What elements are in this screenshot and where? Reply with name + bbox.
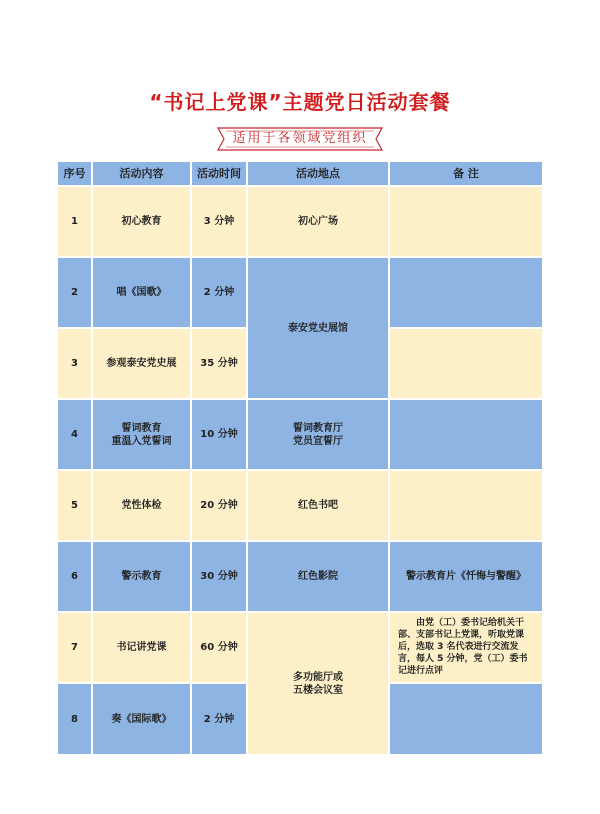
header-no: 序号 (57, 161, 92, 186)
activity-table (57, 161, 543, 755)
header-content: 活动内容 (92, 161, 191, 186)
header-note: 备 注 (389, 161, 543, 186)
row-5-content: 党性体检 (92, 470, 191, 541)
header-location: 活动地点 (247, 161, 389, 186)
row-7-note: 由党（工）委书记给机关干部、支部书记上党课，听取党课后，选取 3 名代表进行交流发言，每人 5 分钟，党（工）委书记进行点评 (398, 618, 528, 676)
location-5: 红色影院 (247, 541, 389, 612)
row-5-note (389, 470, 543, 541)
row-4-content: 誓词教育 重温入党誓词 (92, 399, 191, 470)
row-8-no: 8 (57, 683, 92, 755)
row-7-content: 书记讲党课 (92, 612, 191, 683)
row-4-note (389, 399, 543, 470)
page-title: “书记上党课”主题党日活动套餐 (149, 90, 451, 114)
row-2-content: 唱《国歌》 (92, 257, 191, 328)
row-2-note (389, 257, 543, 328)
row-4-no: 4 (57, 399, 92, 470)
row-8-note (389, 683, 543, 755)
row-2-time: 2 分钟 (191, 257, 247, 328)
header-time: 活动时间 (191, 161, 247, 186)
row-4-time: 10 分钟 (191, 399, 247, 470)
row-3-note (389, 328, 543, 399)
row-6-content: 警示教育 (92, 541, 191, 612)
row-8-time: 2 分钟 (191, 683, 247, 755)
subtitle: 适用于各领域党组织 (232, 131, 368, 146)
row-8-content: 奏《国际歌》 (92, 683, 191, 755)
row-1-no: 1 (57, 186, 92, 257)
location-1: 初心广场 (247, 186, 389, 257)
row-1-time: 3 分钟 (191, 186, 247, 257)
location-2: 泰安党史展馆 (247, 257, 389, 399)
row-5-time: 20 分钟 (191, 470, 247, 541)
row-7-time: 60 分钟 (191, 612, 247, 683)
row-5-no: 5 (57, 470, 92, 541)
row-6-note: 警示教育片《忏悔与警醒》 (389, 541, 543, 612)
row-6-no: 6 (57, 541, 92, 612)
row-1-note (389, 186, 543, 257)
row-7-no: 7 (57, 612, 92, 683)
location-6: 多功能厅或 五楼会议室 (247, 612, 389, 755)
row-2-no: 2 (57, 257, 92, 328)
row-1-content: 初心教育 (92, 186, 191, 257)
row-3-content: 参观泰安党史展 (92, 328, 191, 399)
row-3-no: 3 (57, 328, 92, 399)
subtitle-ribbon (216, 126, 384, 152)
location-4: 红色书吧 (247, 470, 389, 541)
row-3-time: 35 分钟 (191, 328, 247, 399)
row-7-note-cell (389, 612, 543, 683)
row-6-time: 30 分钟 (191, 541, 247, 612)
location-3: 誓词教育厅 党员宣誓厅 (247, 399, 389, 470)
